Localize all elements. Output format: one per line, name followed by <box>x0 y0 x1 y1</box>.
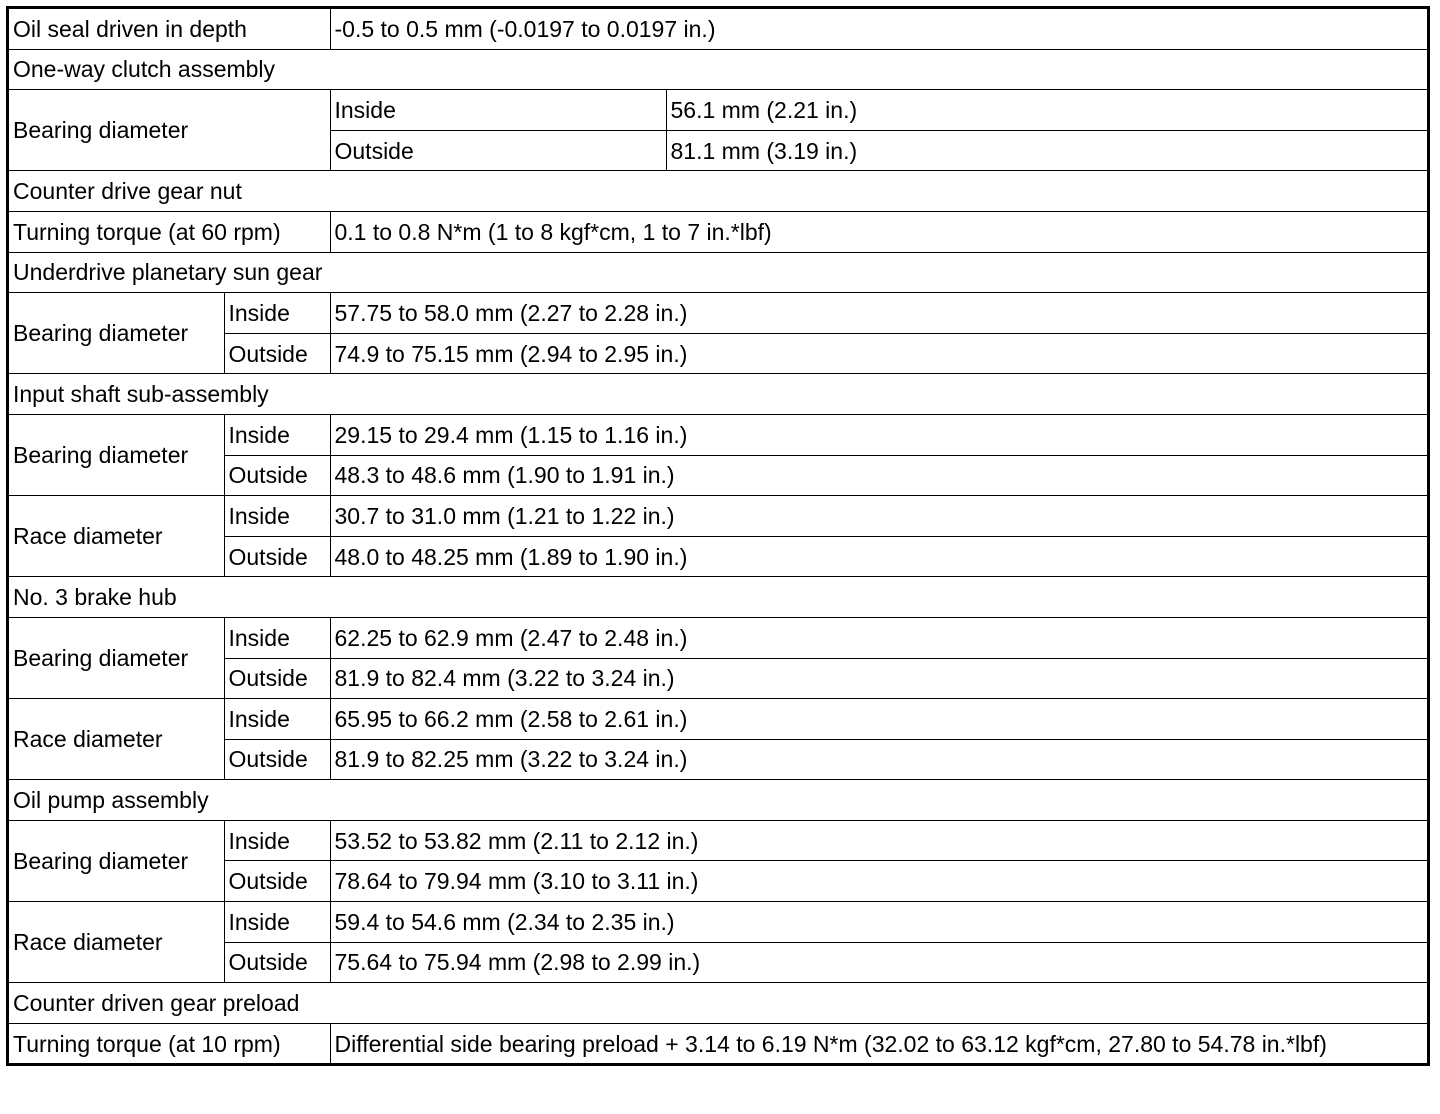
section-heading-row <box>9 171 1427 212</box>
position-label: Outside <box>330 130 666 171</box>
spec-value: 81.9 to 82.25 mm (3.22 to 3.24 in.) <box>330 739 1427 780</box>
spec-value: Differential side bearing preload + 3.14 to 6.19 N*m (32.02 to 63.12 kgf*cm, 27.80 to 54.78 in.*lbf) <box>330 1023 1427 1063</box>
table-row <box>9 699 1427 740</box>
section-heading: Input shaft sub-assembly <box>9 374 1427 415</box>
spec-value: 29.15 to 29.4 mm (1.15 to 1.16 in.) <box>330 414 1427 455</box>
table-row <box>9 9 1427 49</box>
section-heading-row <box>9 780 1427 821</box>
spec-table-grid <box>9 9 1427 1063</box>
position-label: Outside <box>224 333 330 374</box>
spec-value: 57.75 to 58.0 mm (2.27 to 2.28 in.) <box>330 293 1427 334</box>
spec-label: Oil seal driven in depth <box>9 9 330 49</box>
spec-label: Bearing diameter <box>9 617 224 698</box>
position-label: Inside <box>224 699 330 740</box>
spec-label: Turning torque (at 60 rpm) <box>9 211 330 252</box>
position-label: Outside <box>224 861 330 902</box>
position-label: Inside <box>224 496 330 537</box>
section-heading: Counter drive gear nut <box>9 171 1427 212</box>
section-heading: One-way clutch assembly <box>9 49 1427 90</box>
position-label: Inside <box>330 90 666 131</box>
spec-value: -0.5 to 0.5 mm (-0.0197 to 0.0197 in.) <box>330 9 1427 49</box>
spec-label: Race diameter <box>9 699 224 780</box>
spec-value: 48.0 to 48.25 mm (1.89 to 1.90 in.) <box>330 536 1427 577</box>
table-row <box>9 496 1427 537</box>
table-row <box>9 902 1427 943</box>
spec-value: 75.64 to 75.94 mm (2.98 to 2.99 in.) <box>330 942 1427 983</box>
spec-value: 53.52 to 53.82 mm (2.11 to 2.12 in.) <box>330 820 1427 861</box>
spec-value: 30.7 to 31.0 mm (1.21 to 1.22 in.) <box>330 496 1427 537</box>
spec-label: Bearing diameter <box>9 90 330 171</box>
position-label: Outside <box>224 455 330 496</box>
section-heading-row <box>9 252 1427 293</box>
spec-label: Bearing diameter <box>9 414 224 495</box>
table-row <box>9 293 1427 334</box>
spec-value: 81.1 mm (3.19 in.) <box>666 130 1427 171</box>
spec-label: Turning torque (at 10 rpm) <box>9 1023 330 1063</box>
section-heading: No. 3 brake hub <box>9 577 1427 618</box>
spec-label: Race diameter <box>9 496 224 577</box>
spec-value: 62.25 to 62.9 mm (2.47 to 2.48 in.) <box>330 617 1427 658</box>
spec-label: Bearing diameter <box>9 293 224 374</box>
position-label: Outside <box>224 739 330 780</box>
table-row <box>9 1023 1427 1063</box>
position-label: Outside <box>224 942 330 983</box>
spec-value: 65.95 to 66.2 mm (2.58 to 2.61 in.) <box>330 699 1427 740</box>
spec-value: 0.1 to 0.8 N*m (1 to 8 kgf*cm, 1 to 7 in.*lbf) <box>330 211 1427 252</box>
section-heading: Oil pump assembly <box>9 780 1427 821</box>
position-label: Inside <box>224 617 330 658</box>
table-row <box>9 820 1427 861</box>
position-label: Inside <box>224 820 330 861</box>
section-heading: Underdrive planetary sun gear <box>9 252 1427 293</box>
spec-table <box>6 6 1430 1066</box>
table-row <box>9 414 1427 455</box>
section-heading: Counter driven gear preload <box>9 983 1427 1024</box>
position-label: Outside <box>224 658 330 699</box>
spec-value: 48.3 to 48.6 mm (1.90 to 1.91 in.) <box>330 455 1427 496</box>
section-heading-row <box>9 374 1427 415</box>
spec-value: 59.4 to 54.6 mm (2.34 to 2.35 in.) <box>330 902 1427 943</box>
spec-value: 81.9 to 82.4 mm (3.22 to 3.24 in.) <box>330 658 1427 699</box>
spec-value: 78.64 to 79.94 mm (3.10 to 3.11 in.) <box>330 861 1427 902</box>
spec-value: 74.9 to 75.15 mm (2.94 to 2.95 in.) <box>330 333 1427 374</box>
section-heading-row <box>9 983 1427 1024</box>
position-label: Inside <box>224 902 330 943</box>
spec-value: 56.1 mm (2.21 in.) <box>666 90 1427 131</box>
section-heading-row <box>9 577 1427 618</box>
spec-label: Race diameter <box>9 902 224 983</box>
table-row <box>9 90 1427 131</box>
section-heading-row <box>9 49 1427 90</box>
table-row <box>9 617 1427 658</box>
position-label: Inside <box>224 414 330 455</box>
position-label: Inside <box>224 293 330 334</box>
position-label: Outside <box>224 536 330 577</box>
spec-label: Bearing diameter <box>9 820 224 901</box>
table-row <box>9 211 1427 252</box>
